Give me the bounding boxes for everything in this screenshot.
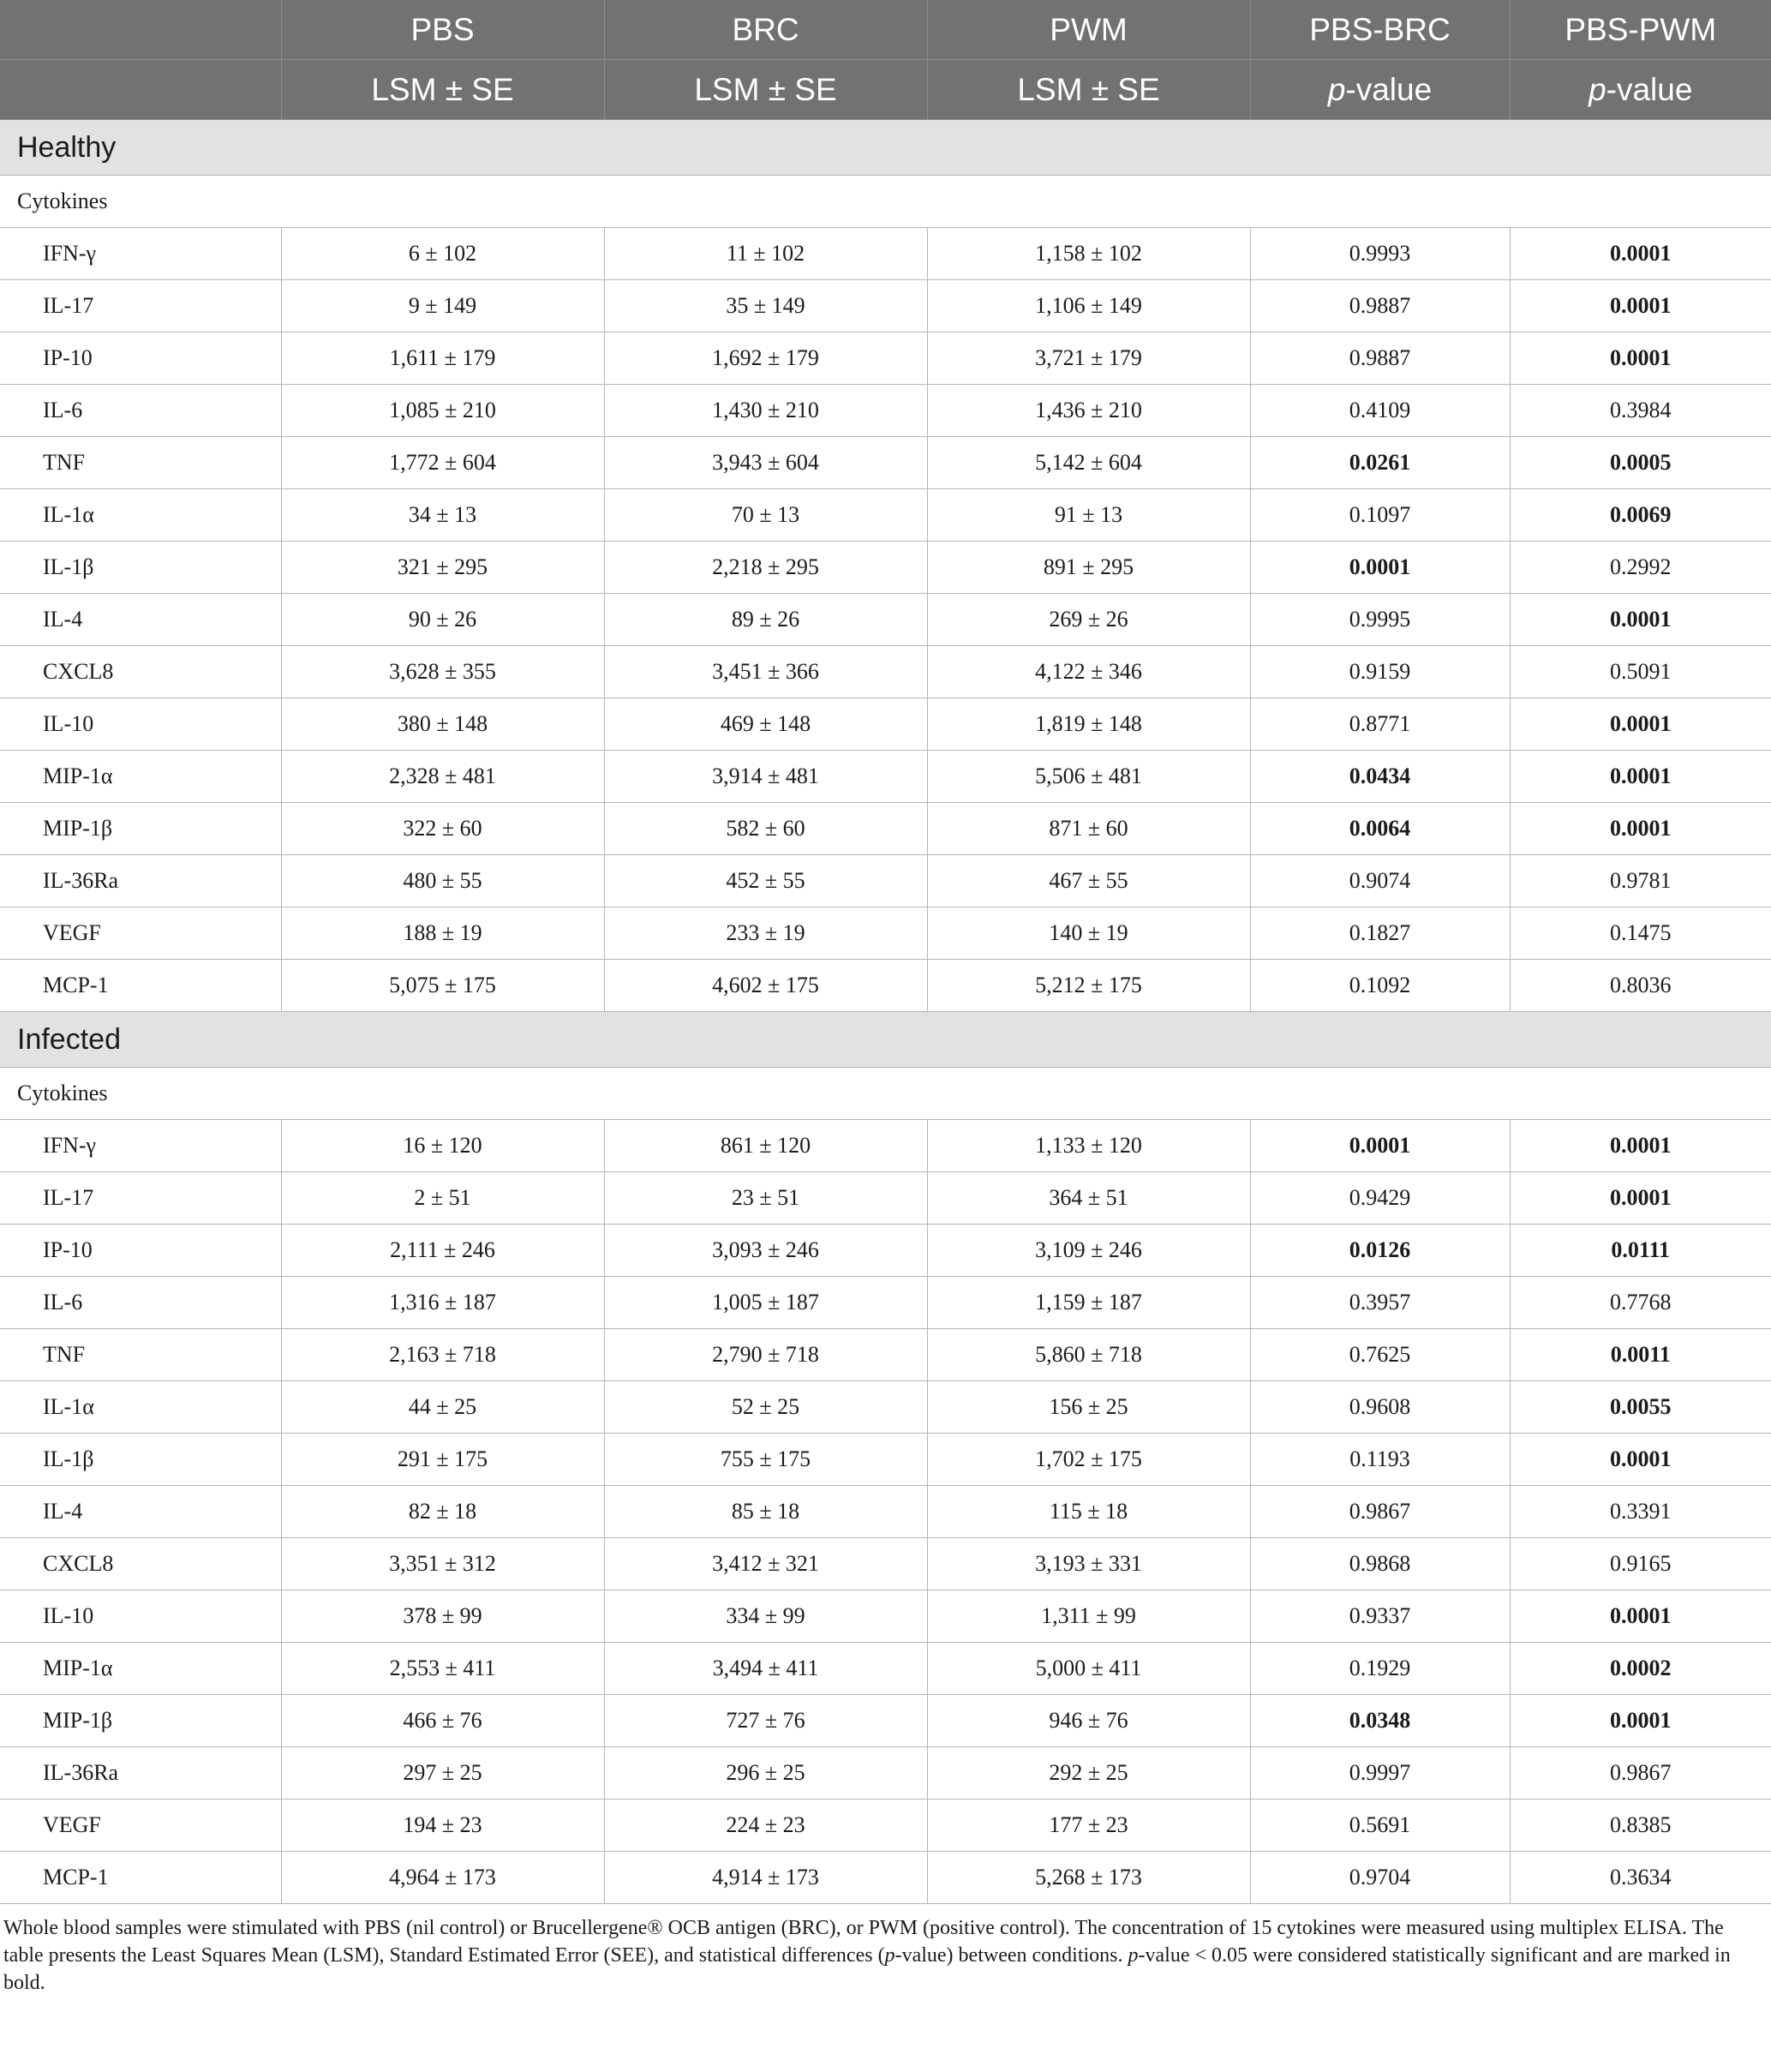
table-row (0, 594, 1771, 646)
header-pbs-pwm: PBS-PWM (1510, 0, 1771, 60)
pbs-value: 1,085 ± 210 (281, 385, 604, 437)
cytokine-name: MIP-1α (0, 751, 281, 803)
table-row (0, 1225, 1771, 1277)
pwm-value: 1,819 ± 148 (927, 698, 1250, 751)
pwm-value: 5,268 ± 173 (927, 1852, 1250, 1904)
pbs-brc-pvalue: 0.9867 (1250, 1486, 1510, 1538)
subheader-pbs-brc-pvalue: p-value (1250, 60, 1510, 120)
section-header-row (0, 1012, 1771, 1068)
brc-value: 35 ± 149 (604, 280, 927, 332)
cytokine-name: CXCL8 (0, 1538, 281, 1590)
pbs-brc-pvalue: 0.0126 (1250, 1225, 1510, 1277)
pbs-pwm-pvalue: 0.3391 (1510, 1486, 1771, 1538)
brc-value: 1,430 ± 210 (604, 385, 927, 437)
pwm-value: 1,133 ± 120 (927, 1120, 1250, 1172)
pbs-brc-pvalue: 0.0348 (1250, 1695, 1510, 1747)
pwm-value: 1,158 ± 102 (927, 228, 1250, 280)
subheader-pwm-lsm: LSM ± SE (927, 60, 1250, 120)
pwm-value: 91 ± 13 (927, 489, 1250, 542)
section-title: Healthy (0, 120, 1771, 176)
pwm-value: 292 ± 25 (927, 1747, 1250, 1800)
pbs-pwm-pvalue: 0.0055 (1510, 1381, 1771, 1434)
cytokine-name: IL-1β (0, 1434, 281, 1486)
brc-value: 23 ± 51 (604, 1172, 927, 1225)
pbs-brc-pvalue: 0.8771 (1250, 698, 1510, 751)
cytokine-name: IL-1β (0, 542, 281, 594)
cytokine-name: CXCL8 (0, 646, 281, 698)
pwm-value: 1,436 ± 210 (927, 385, 1250, 437)
pbs-brc-pvalue: 0.0434 (1250, 751, 1510, 803)
cytokine-name: IFN-γ (0, 228, 281, 280)
brc-value: 582 ± 60 (604, 803, 927, 855)
table-row (0, 1434, 1771, 1486)
brc-value: 11 ± 102 (604, 228, 927, 280)
table-row (0, 1172, 1771, 1225)
table-row (0, 646, 1771, 698)
subsection-title: Cytokines (0, 1068, 1771, 1120)
table-row (0, 489, 1771, 542)
pbs-pwm-pvalue: 0.0111 (1510, 1225, 1771, 1277)
pbs-value: 2 ± 51 (281, 1172, 604, 1225)
pbs-brc-pvalue: 0.9608 (1250, 1381, 1510, 1434)
pbs-brc-pvalue: 0.1092 (1250, 960, 1510, 1012)
cytokine-name: IL-17 (0, 280, 281, 332)
brc-value: 1,005 ± 187 (604, 1277, 927, 1329)
pbs-value: 297 ± 25 (281, 1747, 604, 1800)
pbs-value: 9 ± 149 (281, 280, 604, 332)
pwm-value: 5,860 ± 718 (927, 1329, 1250, 1381)
pbs-brc-pvalue: 0.9868 (1250, 1538, 1510, 1590)
brc-value: 4,602 ± 175 (604, 960, 927, 1012)
cytokine-name: MCP-1 (0, 960, 281, 1012)
pbs-brc-pvalue: 0.0001 (1250, 542, 1510, 594)
cytokine-name: IL-1α (0, 489, 281, 542)
pwm-value: 140 ± 19 (927, 907, 1250, 960)
pbs-brc-pvalue: 0.9993 (1250, 228, 1510, 280)
brc-value: 727 ± 76 (604, 1695, 927, 1747)
pbs-value: 16 ± 120 (281, 1120, 604, 1172)
cytokine-name: IL-6 (0, 1277, 281, 1329)
pbs-brc-pvalue: 0.9995 (1250, 594, 1510, 646)
pbs-value: 3,628 ± 355 (281, 646, 604, 698)
pbs-pwm-pvalue: 0.0069 (1510, 489, 1771, 542)
pbs-pwm-pvalue: 0.0001 (1510, 280, 1771, 332)
pbs-pwm-pvalue: 0.0001 (1510, 1120, 1771, 1172)
subheader-pbs-lsm: LSM ± SE (281, 60, 604, 120)
table-row (0, 803, 1771, 855)
pbs-brc-pvalue: 0.4109 (1250, 385, 1510, 437)
pbs-pwm-pvalue: 0.0001 (1510, 228, 1771, 280)
pbs-pwm-pvalue: 0.8036 (1510, 960, 1771, 1012)
brc-value: 334 ± 99 (604, 1590, 927, 1643)
table-row (0, 855, 1771, 907)
pwm-value: 467 ± 55 (927, 855, 1250, 907)
table-row (0, 751, 1771, 803)
header-pbs-brc: PBS-BRC (1250, 0, 1510, 60)
pwm-value: 1,159 ± 187 (927, 1277, 1250, 1329)
pwm-value: 1,106 ± 149 (927, 280, 1250, 332)
cytokine-name: MIP-1β (0, 803, 281, 855)
pwm-value: 269 ± 26 (927, 594, 1250, 646)
cytokine-name: MIP-1β (0, 1695, 281, 1747)
cytokine-name: IL-36Ra (0, 855, 281, 907)
pbs-brc-pvalue: 0.9159 (1250, 646, 1510, 698)
pwm-value: 3,193 ± 331 (927, 1538, 1250, 1590)
pbs-value: 1,772 ± 604 (281, 437, 604, 489)
table-row (0, 1695, 1771, 1747)
pbs-value: 3,351 ± 312 (281, 1538, 604, 1590)
pbs-brc-pvalue: 0.1929 (1250, 1643, 1510, 1695)
pbs-value: 1,316 ± 187 (281, 1277, 604, 1329)
table-row (0, 385, 1771, 437)
subsection-row (0, 1068, 1771, 1120)
pbs-value: 82 ± 18 (281, 1486, 604, 1538)
brc-value: 469 ± 148 (604, 698, 927, 751)
table-row (0, 332, 1771, 385)
cytokine-name: IL-10 (0, 1590, 281, 1643)
pbs-value: 188 ± 19 (281, 907, 604, 960)
table-row (0, 280, 1771, 332)
cytokine-name: IL-36Ra (0, 1747, 281, 1800)
brc-value: 296 ± 25 (604, 1747, 927, 1800)
pbs-brc-pvalue: 0.9337 (1250, 1590, 1510, 1643)
pbs-brc-pvalue: 0.0261 (1250, 437, 1510, 489)
brc-value: 233 ± 19 (604, 907, 927, 960)
pbs-brc-pvalue: 0.9997 (1250, 1747, 1510, 1800)
pwm-value: 5,000 ± 411 (927, 1643, 1250, 1695)
brc-value: 861 ± 120 (604, 1120, 927, 1172)
pwm-value: 3,109 ± 246 (927, 1225, 1250, 1277)
cytokine-name: IP-10 (0, 332, 281, 385)
pbs-brc-pvalue: 0.0064 (1250, 803, 1510, 855)
pbs-value: 5,075 ± 175 (281, 960, 604, 1012)
pbs-pwm-pvalue: 0.3634 (1510, 1852, 1771, 1904)
cytokine-name: VEGF (0, 907, 281, 960)
pbs-value: 321 ± 295 (281, 542, 604, 594)
pwm-value: 115 ± 18 (927, 1486, 1250, 1538)
pwm-value: 871 ± 60 (927, 803, 1250, 855)
cytokine-name: MCP-1 (0, 1852, 281, 1904)
table-row (0, 1277, 1771, 1329)
pbs-value: 480 ± 55 (281, 855, 604, 907)
table-row (0, 437, 1771, 489)
table-row (0, 1486, 1771, 1538)
table-row (0, 960, 1771, 1012)
pwm-value: 891 ± 295 (927, 542, 1250, 594)
cytokine-name: TNF (0, 1329, 281, 1381)
cytokine-name: IL-10 (0, 698, 281, 751)
header-pwm: PWM (927, 0, 1250, 60)
pbs-value: 2,111 ± 246 (281, 1225, 604, 1277)
cytokine-name: IL-17 (0, 1172, 281, 1225)
table-footnote: Whole blood samples were stimulated with PBS (nil control) or Brucellergene® OCB antigen (BRC), or PWM (positive control). The concentration of 15 cytokines were measured using multiplex ELISA. The table presents the Least Squares Mean (LSM), Standard Estimated Error (SEE), and statistical differences (p-value) between conditions. p-value < 0.05 were considered statistically significant and are marked in bold. (3, 1917, 1731, 1994)
pbs-value: 380 ± 148 (281, 698, 604, 751)
pwm-value: 946 ± 76 (927, 1695, 1250, 1747)
pwm-value: 5,142 ± 604 (927, 437, 1250, 489)
pbs-value: 1,611 ± 179 (281, 332, 604, 385)
table-row (0, 1800, 1771, 1852)
pwm-value: 3,721 ± 179 (927, 332, 1250, 385)
table-row (0, 1120, 1771, 1172)
table-row (0, 542, 1771, 594)
table-row (0, 1643, 1771, 1695)
pwm-value: 1,702 ± 175 (927, 1434, 1250, 1486)
pbs-value: 291 ± 175 (281, 1434, 604, 1486)
subsection-title: Cytokines (0, 176, 1771, 228)
pbs-brc-pvalue: 0.0001 (1250, 1120, 1510, 1172)
pbs-brc-pvalue: 0.9429 (1250, 1172, 1510, 1225)
subsection-row (0, 176, 1771, 228)
pbs-brc-pvalue: 0.7625 (1250, 1329, 1510, 1381)
table-row (0, 698, 1771, 751)
brc-value: 3,943 ± 604 (604, 437, 927, 489)
brc-value: 85 ± 18 (604, 1486, 927, 1538)
pbs-brc-pvalue: 0.9887 (1250, 332, 1510, 385)
pwm-value: 4,122 ± 346 (927, 646, 1250, 698)
pwm-value: 364 ± 51 (927, 1172, 1250, 1225)
pbs-pwm-pvalue: 0.0001 (1510, 332, 1771, 385)
cytokine-name: MIP-1α (0, 1643, 281, 1695)
subheader-blank (0, 60, 281, 120)
section-header-row (0, 120, 1771, 176)
pbs-value: 44 ± 25 (281, 1381, 604, 1434)
pbs-pwm-pvalue: 0.2992 (1510, 542, 1771, 594)
pbs-value: 466 ± 76 (281, 1695, 604, 1747)
table-row (0, 1590, 1771, 1643)
brc-value: 3,412 ± 321 (604, 1538, 927, 1590)
header-brc: BRC (604, 0, 927, 60)
pbs-value: 322 ± 60 (281, 803, 604, 855)
pbs-pwm-pvalue: 0.7768 (1510, 1277, 1771, 1329)
pwm-value: 156 ± 25 (927, 1381, 1250, 1434)
pbs-brc-pvalue: 0.9074 (1250, 855, 1510, 907)
table-row (0, 907, 1771, 960)
pbs-brc-pvalue: 0.3957 (1250, 1277, 1510, 1329)
pbs-pwm-pvalue: 0.1475 (1510, 907, 1771, 960)
pbs-brc-pvalue: 0.5691 (1250, 1800, 1510, 1852)
brc-value: 2,218 ± 295 (604, 542, 927, 594)
brc-value: 2,790 ± 718 (604, 1329, 927, 1381)
pwm-value: 177 ± 23 (927, 1800, 1250, 1852)
pbs-pwm-pvalue: 0.0005 (1510, 437, 1771, 489)
brc-value: 452 ± 55 (604, 855, 927, 907)
cytokine-name: IL-4 (0, 594, 281, 646)
brc-value: 3,494 ± 411 (604, 1643, 927, 1695)
brc-value: 70 ± 13 (604, 489, 927, 542)
table-row (0, 1852, 1771, 1904)
pbs-pwm-pvalue: 0.0002 (1510, 1643, 1771, 1695)
pbs-value: 6 ± 102 (281, 228, 604, 280)
pbs-brc-pvalue: 0.1827 (1250, 907, 1510, 960)
cytokine-name: IP-10 (0, 1225, 281, 1277)
pbs-pwm-pvalue: 0.3984 (1510, 385, 1771, 437)
brc-value: 52 ± 25 (604, 1381, 927, 1434)
pbs-value: 90 ± 26 (281, 594, 604, 646)
pbs-value: 2,553 ± 411 (281, 1643, 604, 1695)
pwm-value: 1,311 ± 99 (927, 1590, 1250, 1643)
header-pbs: PBS (281, 0, 604, 60)
table-row (0, 1329, 1771, 1381)
pbs-pwm-pvalue: 0.0001 (1510, 698, 1771, 751)
table-body (0, 120, 1771, 1904)
cytokine-name: TNF (0, 437, 281, 489)
pbs-value: 2,328 ± 481 (281, 751, 604, 803)
brc-value: 755 ± 175 (604, 1434, 927, 1486)
brc-value: 3,093 ± 246 (604, 1225, 927, 1277)
pbs-pwm-pvalue: 0.0001 (1510, 803, 1771, 855)
pbs-pwm-pvalue: 0.0011 (1510, 1329, 1771, 1381)
pbs-value: 34 ± 13 (281, 489, 604, 542)
pbs-value: 378 ± 99 (281, 1590, 604, 1643)
table-header (0, 0, 1771, 120)
table-row (0, 228, 1771, 280)
pbs-value: 2,163 ± 718 (281, 1329, 604, 1381)
pbs-pwm-pvalue: 0.9781 (1510, 855, 1771, 907)
table-row (0, 1538, 1771, 1590)
header-row-groups (0, 0, 1771, 60)
pbs-brc-pvalue: 0.9704 (1250, 1852, 1510, 1904)
cytokine-name: IFN-γ (0, 1120, 281, 1172)
header-row-stats (0, 60, 1771, 120)
table-row (0, 1381, 1771, 1434)
pbs-brc-pvalue: 0.1097 (1250, 489, 1510, 542)
pbs-pwm-pvalue: 0.8385 (1510, 1800, 1771, 1852)
pbs-pwm-pvalue: 0.9867 (1510, 1747, 1771, 1800)
cytokine-name: VEGF (0, 1800, 281, 1852)
cytokine-name: IL-1α (0, 1381, 281, 1434)
pbs-pwm-pvalue: 0.0001 (1510, 1590, 1771, 1643)
pbs-pwm-pvalue: 0.0001 (1510, 751, 1771, 803)
cytokine-name: IL-6 (0, 385, 281, 437)
pbs-value: 4,964 ± 173 (281, 1852, 604, 1904)
pbs-pwm-pvalue: 0.9165 (1510, 1538, 1771, 1590)
section-title: Infected (0, 1012, 1771, 1068)
brc-value: 224 ± 23 (604, 1800, 927, 1852)
brc-value: 3,914 ± 481 (604, 751, 927, 803)
pwm-value: 5,506 ± 481 (927, 751, 1250, 803)
pwm-value: 5,212 ± 175 (927, 960, 1250, 1012)
pbs-pwm-pvalue: 0.5091 (1510, 646, 1771, 698)
header-blank (0, 0, 281, 60)
brc-value: 1,692 ± 179 (604, 332, 927, 385)
cytokine-name: IL-4 (0, 1486, 281, 1538)
pbs-brc-pvalue: 0.9887 (1250, 280, 1510, 332)
pbs-brc-pvalue: 0.1193 (1250, 1434, 1510, 1486)
subheader-brc-lsm: LSM ± SE (604, 60, 927, 120)
brc-value: 89 ± 26 (604, 594, 927, 646)
pbs-pwm-pvalue: 0.0001 (1510, 1434, 1771, 1486)
table-row (0, 1747, 1771, 1800)
brc-value: 4,914 ± 173 (604, 1852, 927, 1904)
brc-value: 3,451 ± 366 (604, 646, 927, 698)
pbs-pwm-pvalue: 0.0001 (1510, 594, 1771, 646)
pbs-pwm-pvalue: 0.0001 (1510, 1695, 1771, 1747)
pbs-value: 194 ± 23 (281, 1800, 604, 1852)
subheader-pbs-pwm-pvalue: p-value (1510, 60, 1771, 120)
pbs-pwm-pvalue: 0.0001 (1510, 1172, 1771, 1225)
